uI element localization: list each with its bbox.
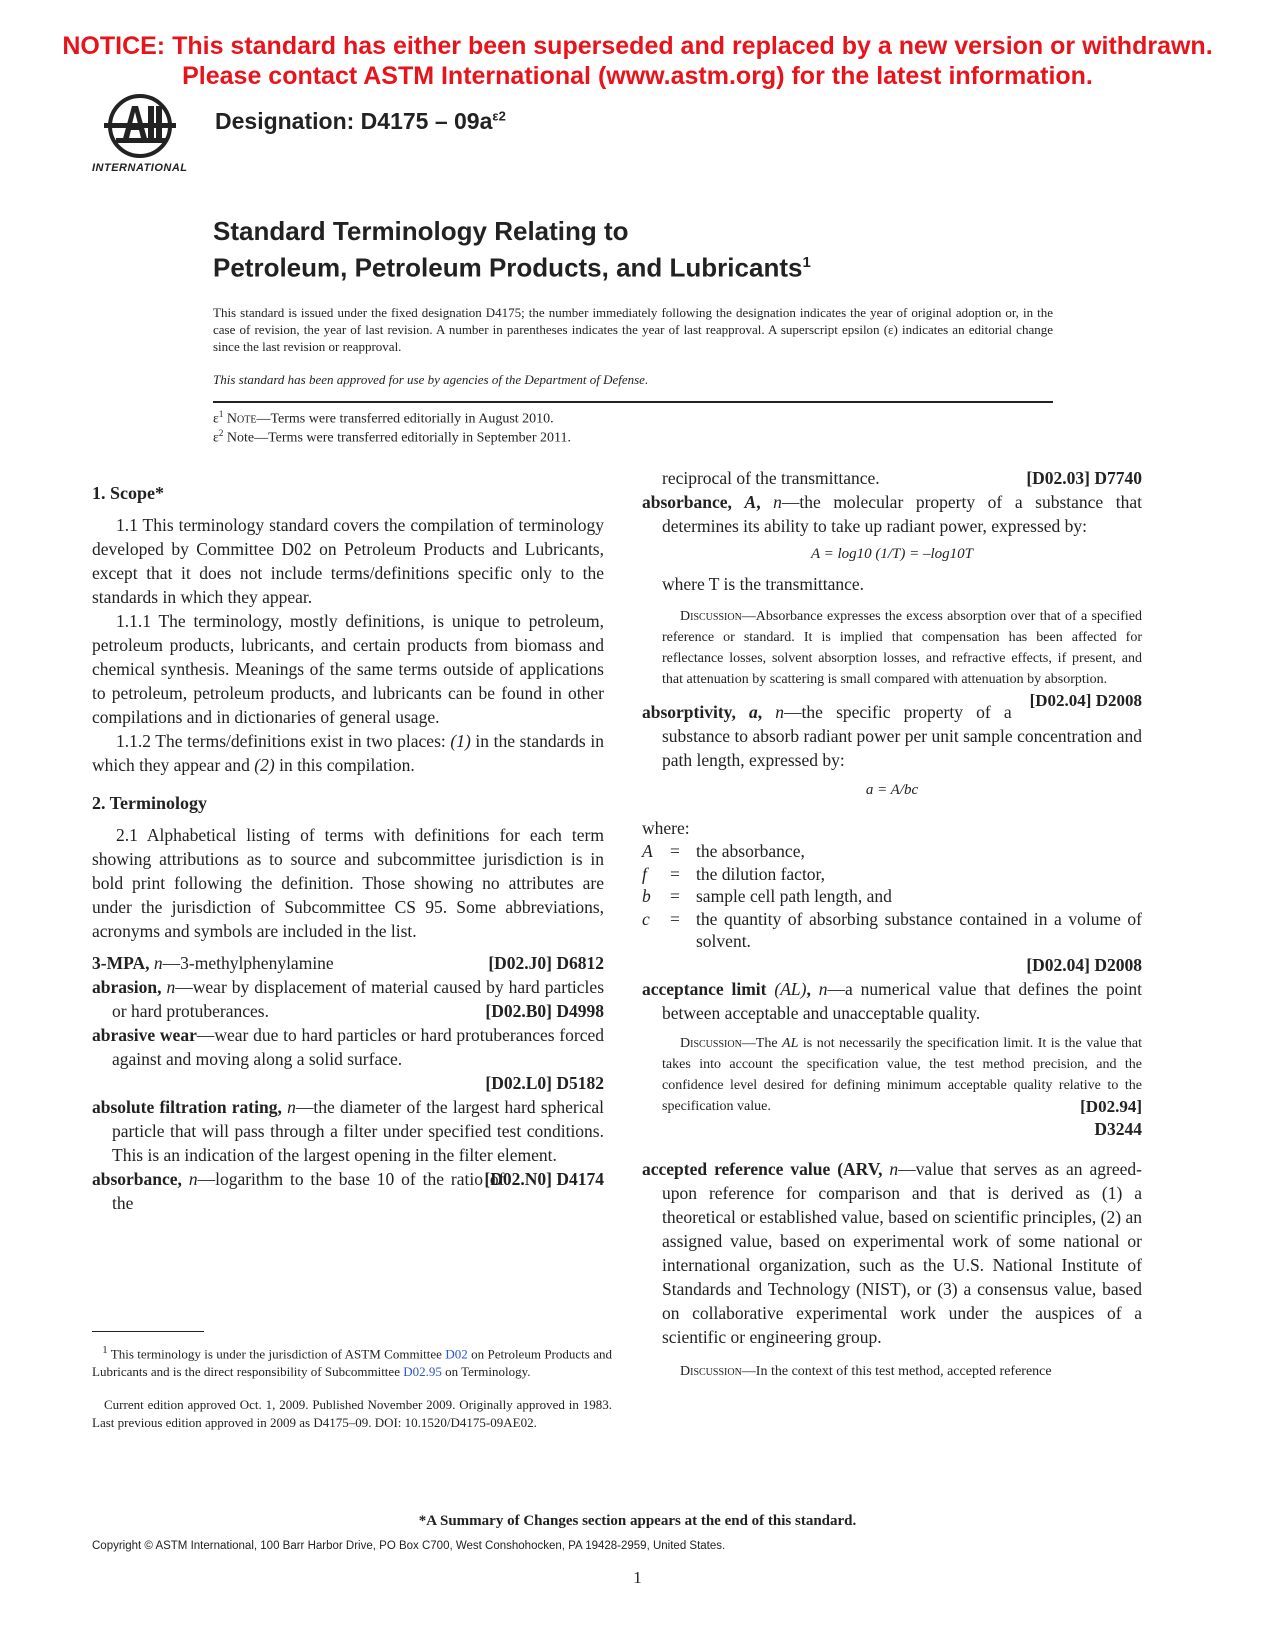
page-number: 1: [633, 1568, 642, 1587]
designation-text: Designation: D4175 – 09a: [215, 108, 493, 134]
notice-line-1: NOTICE: This standard has either been superseded and replaced by a new version or withdrawn.: [62, 32, 1213, 60]
term-entry: absorptivity, a, n—the specific property of a substance to absorb radiant power per unit sample concentration and path length, expressed by:: [642, 702, 1142, 770]
epsilon-mark: ε: [213, 430, 219, 446]
title-footnote-mark: 1: [802, 254, 811, 271]
jurisdiction-ref: [D02.L0] D5182: [485, 1073, 604, 1093]
footnote-divider: [92, 1331, 204, 1332]
term-entry: absolute filtration rating, n—the diameter of the largest hard spherical particle that will pass through a filter under specified test conditions. This is an indication of the largest opening in the filter element. [D02.N0] D4174: [92, 1097, 604, 1189]
where-transmittance: where T is the transmittance.: [662, 574, 865, 594]
copyright: Copyright © ASTM International, 100 Barr Harbor Drive, PO Box C700, West Conshohocken, PA 19428-2959, United States.: [92, 1540, 726, 1552]
term-entry: acceptance limit (AL), n—a numerical value that defines the point between acceptable and unacceptable quality.: [642, 978, 1143, 1023]
jurisdiction-ref: [D02.B0] D4998: [485, 1001, 604, 1021]
section-heading-scope: 1. Scope*: [92, 483, 164, 503]
note-text: Note—Terms were transferred editorially in September 2011.: [226, 430, 571, 446]
equation-absorptivity: a = A/bc: [865, 782, 919, 798]
jurisdiction-ref: [D02.94]: [1080, 1096, 1142, 1116]
divider: [213, 401, 1053, 403]
epsilon-sup: 2: [218, 428, 224, 438]
summary-of-changes-note: *A Summary of Changes section appears at the end of this standard.: [418, 1513, 857, 1529]
note-text: —Terms were transferred editorially in August 2010.: [256, 411, 554, 427]
term-entry: 3-MPA, n—3-methylphenylamine [D02.J0] D6812: [92, 953, 604, 973]
left-column: [92, 481, 604, 1215]
equation-absorbance: A = log10 (1/T) = –log10T: [810, 546, 974, 562]
logo-label: INTERNATIONAL: [92, 162, 188, 174]
paragraph-1-1-1: 1.1.1 The terminology, mostly definitions, is unique to petroleum, petroleum products, lubricants, and certain products from biomass and chemical synthesis. Meanings of the same terms outside of applications to petroleum, petroleum products, and lubricants can be found in other compilations and in dictionaries of general usage.: [92, 611, 604, 727]
term-entry: absorbance, A, n—the molecular property of a substance that determines its ability to take up radiant power, expressed by:: [642, 492, 1142, 536]
subcommittee-link[interactable]: D02.95: [403, 1364, 442, 1380]
designation: [215, 108, 506, 135]
issuance-statement: This standard is issued under the fixed designation D4175; the number immediately following the designation indicates the year of original adoption or, in the case of revision, the year of last revision. A number in parentheses indicates the year of last reapproval. A superscript epsilon (ε) indicates an editorial change since the last revision or reapproval.: [213, 305, 1053, 354]
paragraph-1-1-2: 1.1.2 The terms/definitions exist in two places: (1) in the standards in which they appear and (2) in this compilation.: [92, 731, 604, 775]
committee-link[interactable]: D02: [445, 1346, 468, 1362]
variable-definition: b = sample cell path length, and: [642, 886, 892, 906]
title-line-2: Petroleum, Petroleum Products, and Lubricants: [213, 252, 803, 283]
section-heading-terminology: 2. Terminology: [92, 793, 208, 813]
term-entry: abrasive wear—wear due to hard particles or hard protuberances forced against and moving along a solid surface. [D02.L0] D5182: [92, 1025, 604, 1093]
footnote-edition: Current edition approved Oct. 1, 2009. Published November 2009. Originally approved in 1983. Last previous edition approved in 2009 as D4175–09. DOI: 10.1520/D4175-09AE02.: [92, 1397, 612, 1430]
astm-logo: [92, 90, 202, 185]
page-title: [213, 215, 811, 284]
designation-superscript: ε2: [492, 108, 506, 124]
epsilon-mark: ε: [213, 411, 219, 427]
jurisdiction-ref: [D02.N0] D4174: [484, 1169, 604, 1189]
jurisdiction-ref: [D02.04] D2008: [1029, 691, 1142, 710]
term-entry: abrasion, n—wear by displacement of material caused by hard particles or hard protuberances. [D02.B0] D4998: [92, 977, 604, 1021]
jurisdiction-ref: [D02.04] D2008: [1026, 954, 1142, 975]
term-continuation: reciprocal of the transmittance. [D02.03] D7740: [662, 468, 1142, 488]
footnote-1: $^1$ This terminology is under the jurisdiction of ASTM Committee D02 on Petroleum Products and Lubricants and is the direct responsibility of Subcommittee D02.95 on Terminology.: [92, 1344, 612, 1380]
variable-definition: c = the quantity of absorbing substance contained in a volume of solvent.: [642, 908, 1142, 951]
variable-definition: A = the absorbance,: [642, 841, 805, 861]
epsilon-sup: 1: [218, 409, 224, 419]
discussion-acceptance-limit: Discussion—The AL is not necessarily the specification limit. It is the value that takes into account the specification value, the test method precision, and the confidence level desired for defining minimum acceptable quality relative to the specification value. [D02.94]: [662, 1035, 1142, 1116]
epsilon-note-2: [213, 424, 571, 448]
variable-definition: f = the dilution factor,: [642, 863, 826, 884]
title-line-1: Standard Terminology Relating to: [213, 216, 629, 246]
discussion-absorbance: Discussion—Absorbance expresses the excess absorption over that of a specified reference or standard. It is implied that compensation has been affected for reflectance losses, solvent absorption losses, and refractive effects, if present, and that attenuation by scattering is small compared with attenuation by absorption. [D02.04] D2008: [662, 609, 1142, 710]
discussion-arv: Discussion—In the context of this test method, accepted reference: [680, 1363, 1052, 1379]
where-label: where:: [642, 818, 690, 838]
paragraph-1-1: 1.1 This terminology standard covers the compilation of terminology developed by Committee D02 on Petroleum Products and Lubricants, except that it does not include terms/definitions specific only to the standards in which they appear.: [92, 515, 604, 607]
paragraph-2-1: 2.1 Alphabetical listing of terms with definitions for each term showing attributions as to source and subcommittee jurisdiction is in bold print following the definition. Those showing no attributes are under the jurisdiction of Subcommittee CS 95. Some abbreviations, acronyms and symbols are included in the list.: [92, 825, 604, 941]
jurisdiction-ref: [D02.03] D7740: [1026, 468, 1142, 488]
notice-line-2: Please contact ASTM International (www.astm.org) for the latest information.: [182, 62, 1093, 90]
term-entry: accepted reference value (ARV, n—value that serves as an agreed-upon reference for comparison and that is derived as (1) a theoretical or established value, based on scientific principles, (2) an assigned value, based on experimental work of some national or international organization, such as the U.S. National Institute of Standards and Technology (NIST), or (3) a consensus value, based on collaborative experimental work under the auspices of a scientific or engineering group.: [642, 1158, 1142, 1347]
right-column: [642, 466, 1142, 1382]
dod-statement: This standard has been approved for use by agencies of the Department of Defense.: [213, 372, 649, 387]
term-entry: absorbance, n—logarithm to the base 10 of the ratio of the: [92, 1169, 505, 1213]
note-label: Note: [226, 411, 257, 427]
jurisdiction-ref: [D02.J0] D6812: [488, 953, 604, 973]
jurisdiction-ref: D3244: [1094, 1118, 1142, 1139]
